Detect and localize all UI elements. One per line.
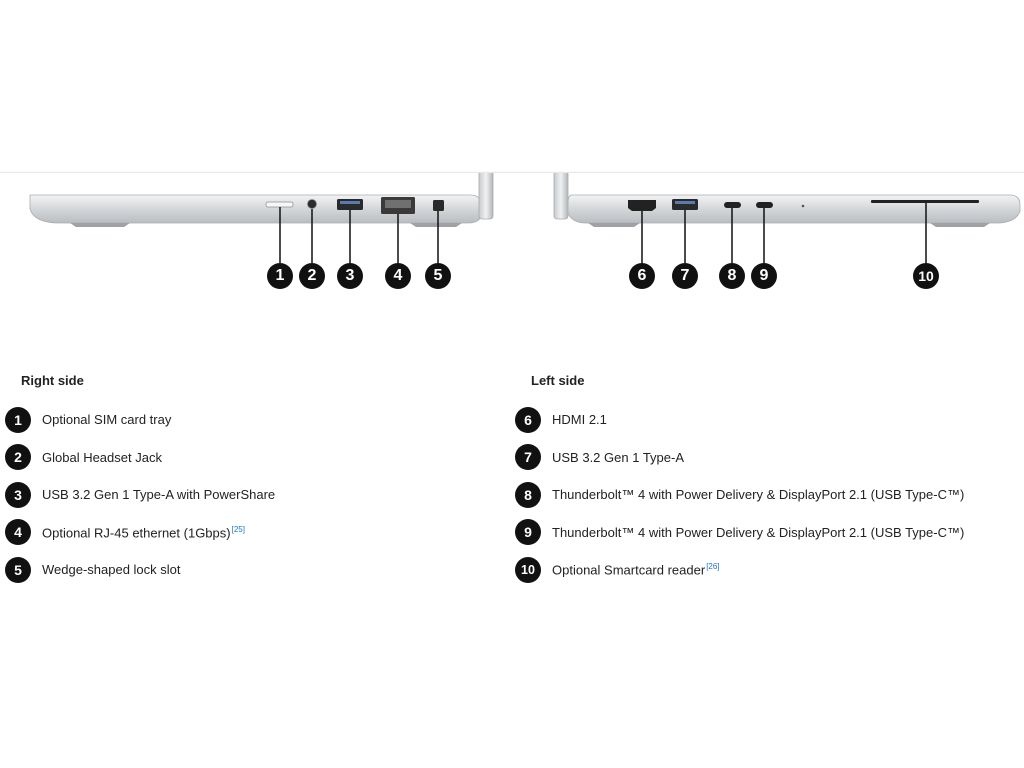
list-item (515, 439, 964, 477)
item-number: 10 (515, 557, 541, 583)
item-label-text: Optional RJ-45 ethernet (1Gbps) (42, 524, 231, 540)
list-item (5, 514, 275, 552)
list-item (515, 476, 964, 514)
item-number: 7 (515, 444, 541, 470)
callout-4: 4 (385, 263, 411, 289)
usb-a-port-right (337, 199, 363, 210)
item-label: USB 3.2 Gen 1 Type-A (552, 449, 684, 465)
item-number: 9 (515, 519, 541, 545)
item-label: HDMI 2.1 (552, 412, 607, 428)
item-number: 2 (5, 444, 31, 470)
usb-c-port-1 (724, 202, 741, 208)
callout-3: 3 (337, 263, 363, 289)
item-label: Thunderbolt™ 4 with Power Delivery & DisplayPort 2.1 (USB Type-C™) (552, 524, 965, 540)
list-item (515, 514, 964, 552)
item-number: 3 (5, 482, 31, 508)
left-side-heading: Left side (531, 373, 585, 388)
hdmi-port (628, 200, 656, 211)
callout-6: 6 (629, 263, 655, 289)
ports-panel (0, 172, 1024, 596)
list-item (5, 401, 275, 439)
item-number: 5 (5, 557, 31, 583)
item-label (42, 525, 245, 540)
callout-10: 10 (913, 263, 939, 289)
headset-jack-port (308, 200, 317, 209)
callout-1: 1 (267, 263, 293, 289)
list-item (5, 439, 275, 477)
list-item (515, 401, 964, 439)
left-side-list (515, 401, 964, 589)
callout-2: 2 (299, 263, 325, 289)
item-label-text: Optional Smartcard reader (552, 562, 706, 578)
right-side-heading: Right side (21, 373, 84, 388)
item-label: Optional SIM card tray (42, 412, 172, 428)
smartcard-slot (871, 200, 979, 203)
callout-8: 8 (719, 263, 745, 289)
item-number: 6 (515, 407, 541, 433)
item-number: 8 (515, 482, 541, 508)
callout-9: 9 (751, 263, 777, 289)
usb-c-port-2 (756, 202, 773, 208)
footnote-link-26[interactable]: [26] (706, 562, 720, 572)
item-label: Global Headset Jack (42, 449, 162, 465)
right-side-list (5, 401, 275, 589)
item-number: 1 (5, 407, 31, 433)
callout-7: 7 (672, 263, 698, 289)
item-label: USB 3.2 Gen 1 Type-A with PowerShare (42, 487, 276, 503)
left-side-view (554, 173, 1020, 263)
usb-a-port-left (672, 199, 698, 210)
callout-5: 5 (425, 263, 451, 289)
list-item (5, 476, 275, 514)
laptop-ports-illustration (0, 173, 1024, 303)
item-label: Wedge-shaped lock slot (42, 562, 181, 578)
item-number: 4 (5, 519, 31, 545)
footnote-link-25[interactable]: [25] (231, 524, 245, 534)
item-label (552, 562, 720, 577)
right-side-view (30, 173, 493, 263)
lock-slot-port (433, 200, 444, 211)
list-item (515, 551, 964, 589)
item-label: Thunderbolt™ 4 with Power Delivery & DisplayPort 2.1 (USB Type-C™) (552, 487, 965, 503)
sim-tray-port (266, 202, 293, 207)
list-item (5, 551, 275, 589)
